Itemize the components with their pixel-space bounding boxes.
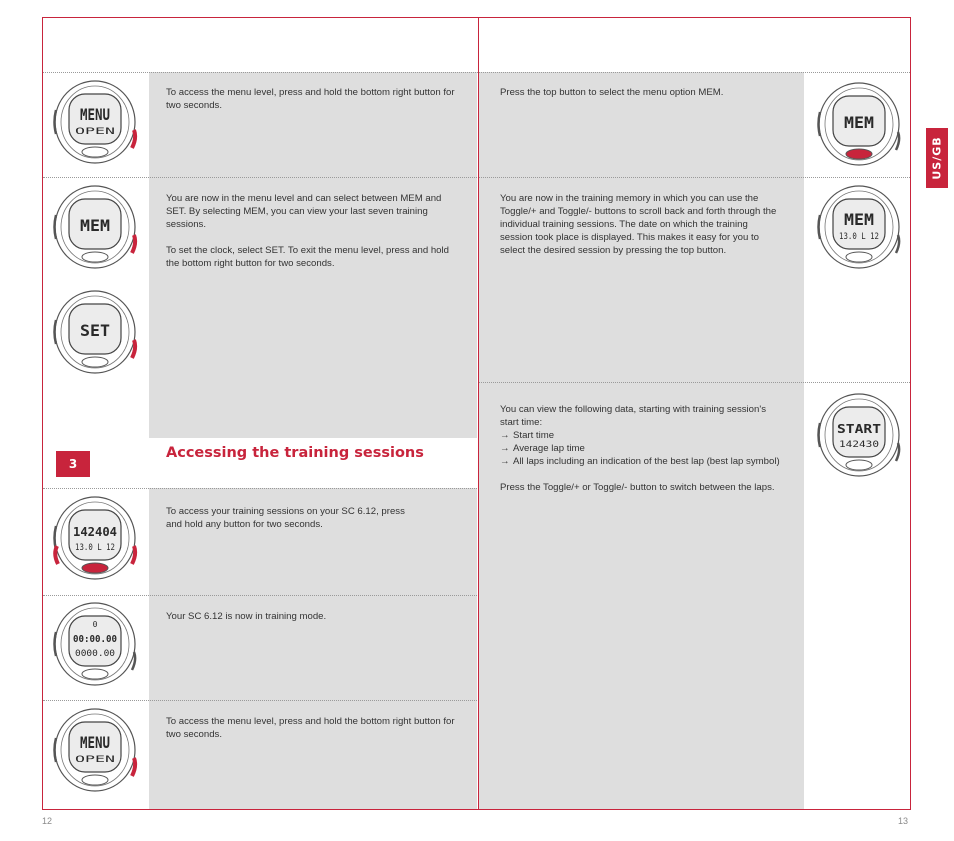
watch-svg — [52, 78, 138, 166]
bottom-button — [82, 563, 108, 573]
bottom-button — [846, 149, 872, 159]
watch-illustration — [816, 391, 902, 479]
separator — [43, 72, 910, 73]
display-second-line: OPEN — [75, 127, 115, 137]
watch-illustration — [52, 183, 138, 271]
watch-illustration — [52, 600, 138, 688]
watch-illustration — [816, 80, 902, 168]
page-number-right: 13 — [898, 816, 909, 826]
separator — [479, 177, 910, 178]
text-block-memory — [500, 192, 782, 257]
bottom-button — [82, 775, 108, 785]
display-main-line: MEM — [844, 113, 874, 132]
paragraph: To set the clock, select SET. To exit the menu level, press and hold the bottom right button for two seconds. — [166, 245, 449, 269]
language-tab — [926, 128, 948, 188]
display-second-line: 13.0 L 12 — [839, 232, 879, 242]
text-block-menu-open — [166, 86, 456, 112]
paragraph: Press the top button to select the menu option MEM. — [500, 87, 724, 98]
display-second-line: 13.0 L 12 — [75, 543, 115, 553]
display-second-line: OPEN — [75, 755, 115, 765]
text-block-view-data — [500, 403, 782, 494]
watch-svg — [816, 183, 902, 271]
watch-svg — [816, 391, 902, 479]
display-main-line: 00:00.00 — [73, 634, 118, 645]
paragraph: You can view the following data, starting with training session's start time: — [500, 404, 766, 428]
text-block-access — [166, 505, 416, 531]
bottom-button — [846, 252, 872, 262]
paragraph: You are now in the training memory in which you can use the Toggle/+ and Toggle/- buttons to scroll back and forth through the individual training sessions. The date on which the training session took place is displayed. This makes it easy for you to select the desired session by pressing the top button. — [500, 193, 777, 256]
bottom-button — [82, 147, 108, 157]
watch-illustration — [816, 183, 902, 271]
text-block-mem-set — [166, 192, 456, 270]
paragraph: You are now in the menu level and can select between MEM and SET. By selecting MEM, you can view your last seven training sessions. — [166, 193, 442, 230]
separator — [479, 382, 910, 383]
display-main-line: START — [837, 422, 881, 436]
watch-illustration — [52, 494, 138, 582]
watch-svg — [52, 494, 138, 582]
watch-illustration — [52, 78, 138, 166]
separator — [43, 700, 477, 701]
display-second-line: 142430 — [839, 440, 879, 450]
bottom-button — [82, 252, 108, 262]
display-main-line: MENU — [80, 105, 110, 124]
side-button-left-lower — [55, 546, 58, 564]
watch-svg — [816, 80, 902, 168]
page-number-left: 12 — [42, 816, 53, 826]
display-top-line: 0 — [92, 620, 98, 629]
paragraph: To access your training sessions on your SC 6.12, press and hold any button for two seconds. — [166, 506, 405, 530]
watch-illustration — [52, 288, 138, 376]
paragraph: Press the Toggle/+ or Toggle/- button to switch between the laps. — [500, 482, 775, 493]
list-item: → Start time — [500, 429, 782, 442]
watch-svg — [52, 600, 138, 688]
display-main-line: MEM — [80, 216, 110, 235]
display-main-line: MENU — [80, 733, 110, 752]
left-text-panel-lower — [149, 488, 477, 809]
data-list — [500, 429, 782, 468]
language-tab-label: US/GB — [930, 136, 944, 180]
display-main-line: 142404 — [73, 525, 117, 539]
display-main-line: MEM — [844, 210, 874, 229]
list-item: → Average lap time — [500, 442, 782, 455]
list-item: → All laps including an indication of the best lap (best lap symbol) — [500, 455, 782, 468]
separator — [43, 177, 477, 178]
watch-svg — [52, 183, 138, 271]
watch-svg — [52, 706, 138, 794]
paragraph: To access the menu level, press and hold the bottom right button for two seconds. — [166, 716, 455, 740]
display-second-line: 0000.00 — [75, 649, 115, 659]
display-main-line: SET — [80, 321, 110, 340]
text-block-training-mode — [166, 610, 456, 623]
watch-illustration — [52, 706, 138, 794]
bottom-button — [846, 460, 872, 470]
paragraph: Your SC 6.12 is now in training mode. — [166, 611, 327, 622]
separator — [43, 488, 477, 489]
section-title: Accessing the training sessions — [166, 445, 424, 461]
text-block-menu-open-2 — [166, 715, 456, 741]
watch-svg — [52, 288, 138, 376]
paragraph: To access the menu level, press and hold the bottom right button for two seconds. — [166, 87, 455, 111]
bottom-button — [82, 357, 108, 367]
text-block-top-button — [500, 86, 790, 99]
separator — [43, 595, 477, 596]
section-number-badge: 3 — [56, 451, 90, 477]
bottom-button — [82, 669, 108, 679]
